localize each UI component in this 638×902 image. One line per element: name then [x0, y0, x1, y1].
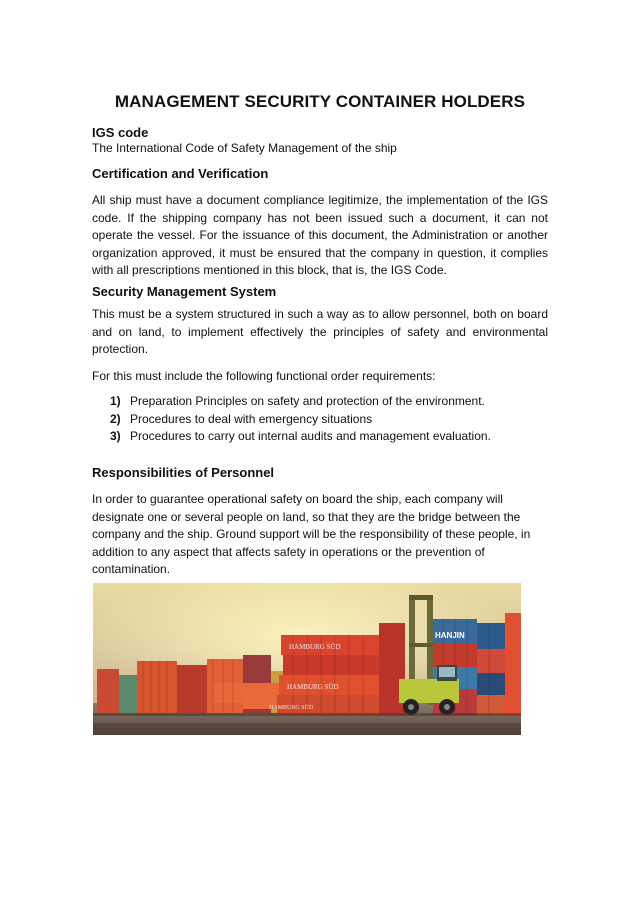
security-intro: For this must include the following functional order requirements:: [92, 369, 436, 383]
igs-definition: The International Code of Safety Management of the ship: [92, 141, 397, 155]
list-number: 1): [110, 394, 121, 408]
list-item: [92, 411, 491, 429]
igs-heading: IGS code: [92, 125, 149, 140]
certification-paragraph: All ship must have a document compliance legitimize, the implementation of the IGS code. If the shipping company has not been issued such a document, it can not operate the vessel. For the issuance of this document, the Administration or another organization approved, it must be ensured that the company in question, it complies with all prescriptions mentioned in this block, that is, the IGS Code.: [92, 193, 548, 278]
container-label: HAMBURG SÜD: [289, 643, 341, 651]
personnel-paragraph: In order to guarantee operational safety on board the ship, each company will designate one or several people on land, so that they are the bridge between the company and the ship. Ground support will be the responsibility of these people, in addition to any aspect that affects safety in operations or the prevention of contamination.: [92, 492, 531, 577]
container-label: HAMBURG SÜD: [287, 683, 339, 691]
requirements-list: [92, 393, 491, 446]
list-number: 3): [110, 429, 121, 444]
list-text: Procedures to deal with emergency situations: [130, 411, 373, 426]
security-heading: Security Management System: [92, 284, 277, 299]
list-item: [92, 393, 491, 411]
container-label: HANJIN: [435, 631, 465, 640]
security-paragraph: This must be a system structured in such a way as to allow personnel, both on board and on land, to implement effectively the principles of safety and environmental protection.: [92, 307, 548, 357]
list-item: [92, 428, 491, 446]
personnel-heading: Responsibilities of Personnel: [92, 465, 275, 480]
container-yard-photo: [93, 583, 521, 735]
list-text: Preparation Principles on safety and protection of the environment.: [130, 394, 485, 408]
certification-heading: Certification and Verification: [92, 166, 269, 181]
page-title: MANAGEMENT SECURITY CONTAINER HOLDERS: [114, 92, 526, 111]
list-text: Procedures to carry out internal audits and management evaluation.: [130, 429, 491, 444]
container-label: HAMBURG SÜD: [269, 705, 314, 711]
list-number: 2): [110, 411, 121, 426]
